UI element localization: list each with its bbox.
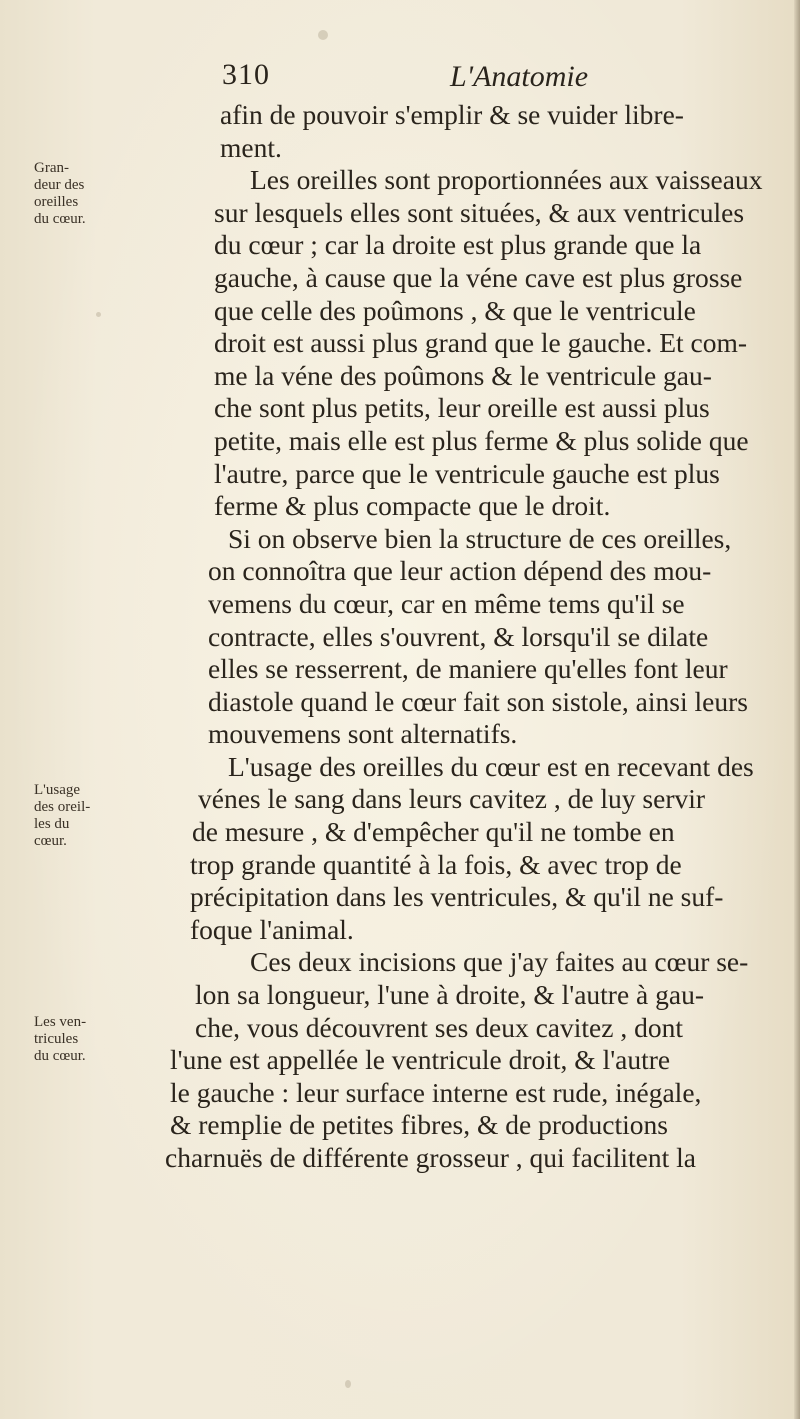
text-line: Ces deux incisions que j'ay faites au cœur se- — [250, 946, 749, 978]
running-title: L'Anatomie — [450, 60, 589, 93]
page-header — [222, 58, 632, 98]
body-text — [140, 99, 780, 1175]
text-line: que celle des poûmons , & que le ventricule — [214, 294, 696, 326]
text-line: mouvemens sont alternatifs. — [208, 718, 518, 750]
margin-note-ventricules — [4, 1014, 87, 1065]
margin-note-line: Gran- — [34, 160, 69, 176]
text-line: l'autre, parce que le ventricule gauche est plus — [214, 457, 720, 489]
text-line: lon sa longueur, l'une à droite, & l'autre à gau- — [195, 979, 704, 1011]
ink-spot — [96, 312, 101, 317]
text-line: ferme & plus compacte que le droit. — [214, 490, 611, 522]
margin-note-line: oreilles — [34, 194, 79, 210]
margin-note-line: deur des — [34, 177, 85, 193]
text-line: petite, mais elle est plus ferme & plus solide que — [214, 424, 749, 456]
text-line: me la véne des poûmons & le ventricule gau- — [214, 359, 712, 391]
text-line: Les oreilles sont proportionnées aux vaisseaux — [250, 164, 763, 196]
text-line: charnuës de différente grosseur , qui facilitent la — [165, 1142, 696, 1173]
text-line: le gauche : leur surface interne est rude, inégale, — [170, 1076, 702, 1108]
text-line: vemens du cœur, car en même tems qu'il se — [208, 587, 685, 619]
text-line: L'usage des oreilles du cœur est en recevant des — [228, 750, 754, 782]
margin-note-line: tricules — [34, 1031, 79, 1047]
text-line: sur lesquels elles sont situées, & aux ventricules — [214, 196, 745, 228]
margin-note-line: L'usage — [34, 782, 81, 798]
text-line: ment. — [220, 131, 282, 163]
text-line: on connoîtra que leur action dépend des mou- — [208, 555, 712, 587]
margin-note-line: cœur. — [34, 833, 67, 849]
page-edge-shadow — [794, 0, 800, 1419]
text-line: Si on observe bien la structure de ces oreilles, — [228, 522, 732, 554]
text-line: gauche, à cause que la véne cave est plus grosse — [214, 261, 743, 293]
text-line: foque l'animal. — [190, 913, 354, 945]
ink-spot — [345, 1380, 351, 1388]
margin-note-line: les du — [34, 816, 70, 832]
text-line: elles se resserrent, de maniere qu'elles font leur — [208, 653, 728, 685]
margin-note-oreilles-grandeur — [4, 160, 84, 228]
text-line: & remplie de petites fibres, & de productions — [170, 1109, 668, 1141]
text-line: afin de pouvoir s'emplir & se vuider libre- — [220, 99, 684, 130]
text-line: che, vous découvrent ses deux cavitez , dont — [195, 1011, 683, 1043]
text-line: che sont plus petits, leur oreille est aussi plus — [214, 392, 710, 424]
text-line: trop grande quantité à la fois, & avec trop de — [190, 848, 682, 880]
margin-note-line: du cœur. — [34, 211, 86, 227]
margin-note-line: des oreil- — [34, 799, 91, 815]
margin-note-usage-oreilles — [4, 782, 91, 850]
ink-spot — [318, 30, 328, 40]
text-line: précipitation dans les ventricules, & qu'il ne suf- — [190, 881, 724, 913]
text-line: contracte, elles s'ouvrent, & lorsqu'il se dilate — [208, 620, 709, 652]
page-number: 310 — [222, 58, 270, 91]
text-line: du cœur ; car la droite est plus grande que la — [214, 229, 702, 261]
text-line: diastole quand le cœur fait son sistole, ainsi leurs — [208, 685, 748, 717]
text-line: l'une est appellée le ventricule droit, & l'autre — [170, 1044, 671, 1076]
margin-note-line: du cœur. — [34, 1048, 86, 1064]
text-line: de mesure , & d'empêcher qu'il ne tombe en — [192, 816, 675, 848]
text-line: droit est aussi plus grand que le gauche. Et com- — [214, 327, 748, 359]
margin-note-line: Les ven- — [34, 1014, 87, 1030]
text-line: vénes le sang dans leurs cavitez , de luy servir — [198, 783, 706, 815]
